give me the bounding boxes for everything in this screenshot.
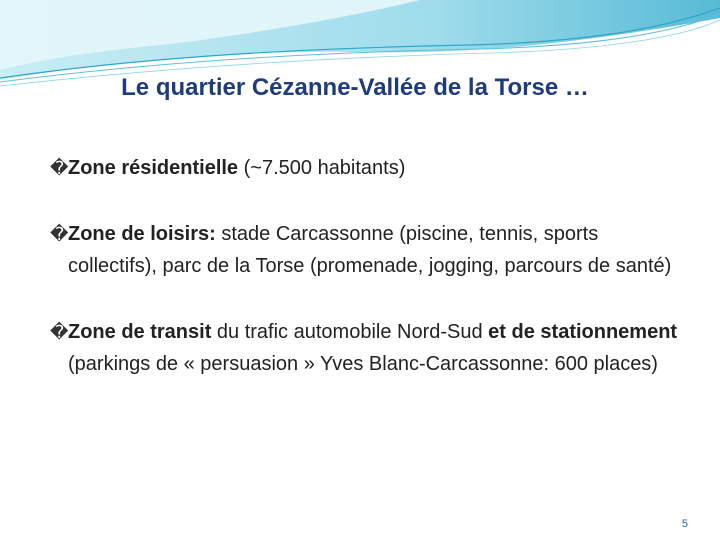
bullet-text: stade Carcassonne (piscine, tennis, sports collectifs), parc de la Torse (promenade, jogging, parcours de santé) [68, 223, 672, 277]
bullet-bold-2: et de stationnement [488, 321, 678, 343]
bullet-marker-icon: � [50, 322, 69, 342]
bullet-bold: Zone résidentielle [68, 157, 239, 179]
slide-title: Le quartier Cézanne-Vallée de la Torse … [121, 74, 589, 101]
bullet-text: (~7.500 habitants) [238, 157, 406, 179]
bullet-marker-icon: � [50, 224, 69, 244]
bullet-bold: Zone de transit [68, 321, 212, 343]
bullet-residential [50, 152, 690, 184]
bullet-leisure [50, 218, 690, 282]
bullet-text-2: (parkings de « persuasion » Yves Blanc-Carcassonne: 600 places) [68, 353, 658, 375]
page-number: 5 [681, 518, 688, 530]
bullet-text: du trafic automobile Nord-Sud [211, 321, 489, 343]
bullet-transit [50, 316, 690, 380]
bullet-bold: Zone de loisirs: [68, 223, 216, 245]
bullet-marker-icon: � [50, 158, 69, 178]
bullet-list [50, 152, 690, 414]
